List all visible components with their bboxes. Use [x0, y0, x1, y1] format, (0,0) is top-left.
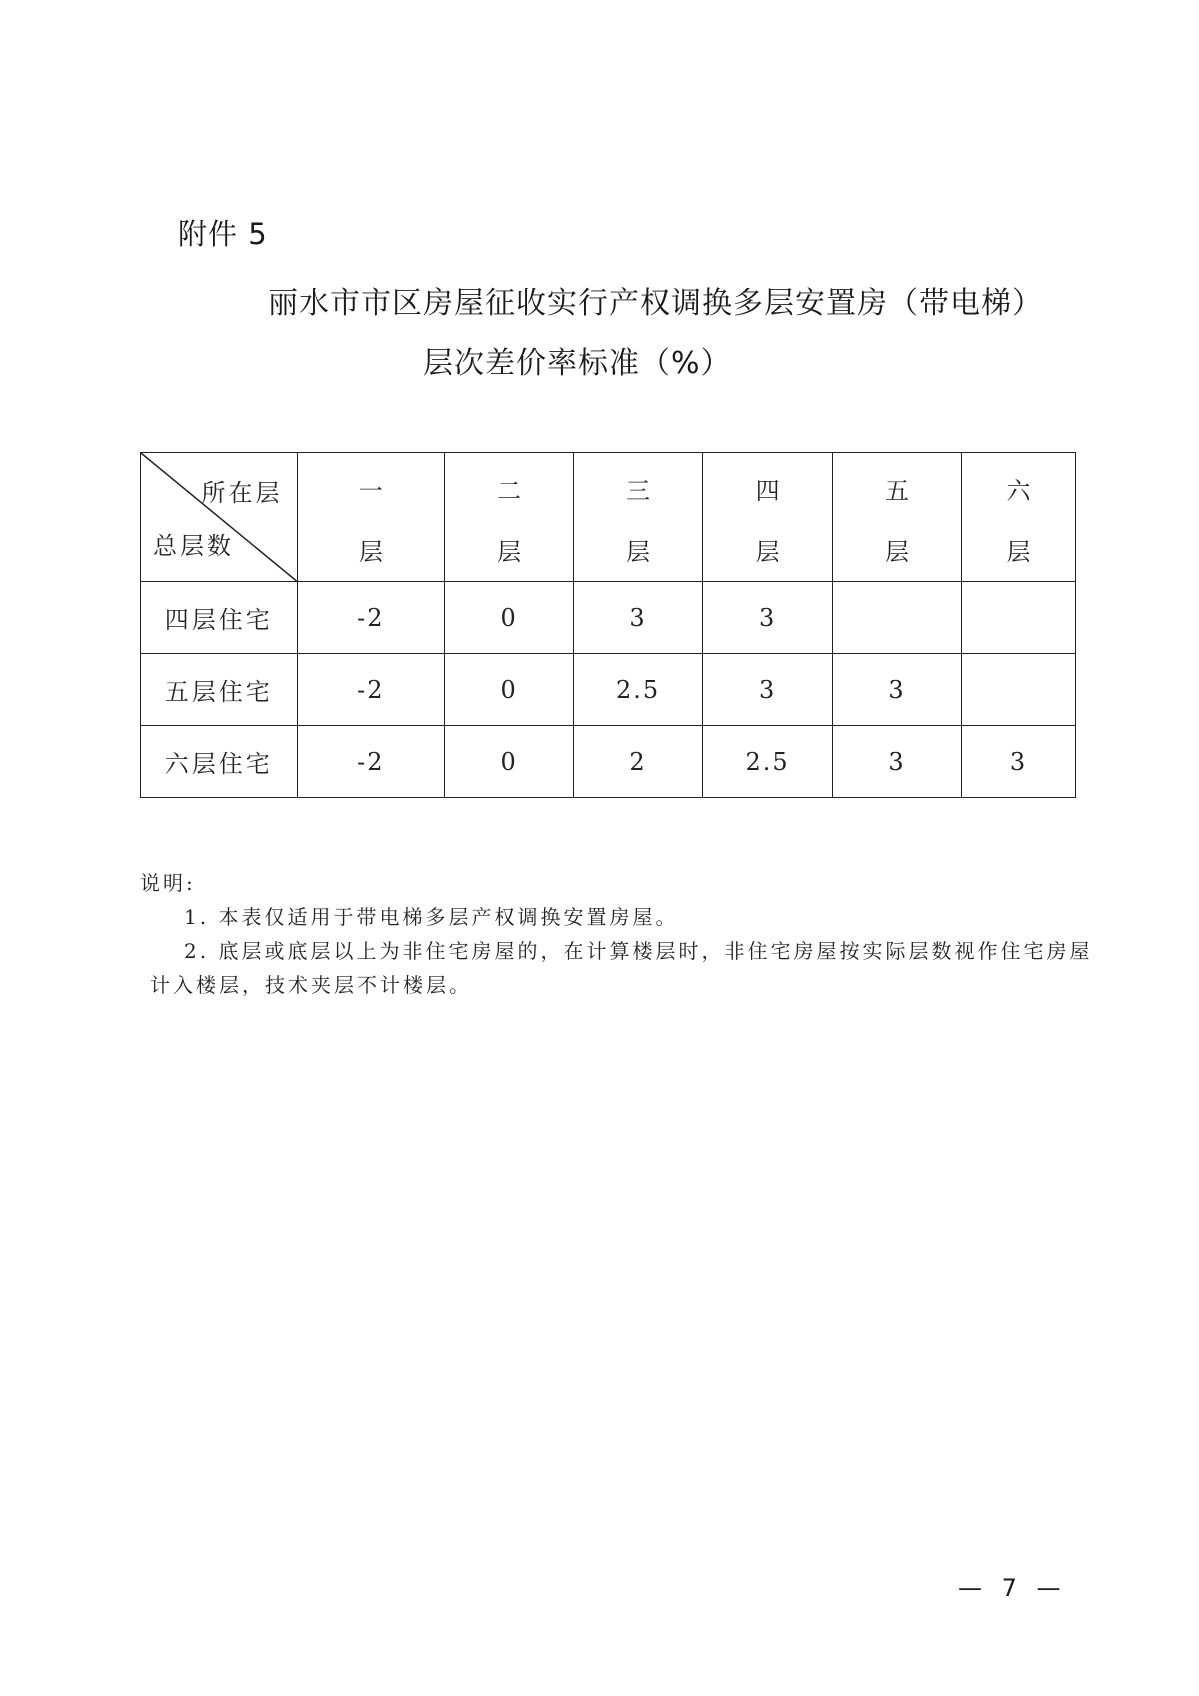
annex-label: 附件 5 [178, 217, 268, 251]
floor-header-number: 二 [497, 477, 522, 505]
table-corner-cell [141, 453, 298, 582]
rate-cell: 0 [445, 726, 574, 798]
row-label: 五层住宅 [141, 654, 298, 726]
page-number: — 7 — [958, 1574, 1067, 1602]
floor-header-unit: 层 [497, 538, 522, 566]
table-row-four-storey [141, 582, 1076, 654]
corner-label-total-floors: 总层数 [153, 532, 234, 560]
notes-heading: 说明: [140, 871, 196, 895]
rate-cell [961, 654, 1075, 726]
rate-cell: 3 [703, 654, 833, 726]
floor-header-unit: 层 [755, 538, 780, 566]
notes-section [140, 866, 1140, 1002]
floor-header-6 [961, 453, 1075, 582]
rate-cell: 3 [833, 726, 962, 798]
floor-header-number: 四 [755, 477, 780, 505]
corner-label-floor: 所在层 [201, 479, 283, 507]
floor-header-unit: 层 [626, 538, 651, 566]
floor-header-unit: 层 [358, 538, 383, 566]
floor-header-number: 六 [1006, 477, 1031, 505]
note-item-2: 2. 底层或底层以上为非住宅房屋的，在计算楼层时，非住宅房屋按实际层数视作住宅房屋 [184, 939, 1093, 963]
rate-cell: 0 [445, 654, 574, 726]
rate-cell [833, 582, 962, 654]
rate-cell: 2.5 [574, 654, 703, 726]
row-label: 六层住宅 [141, 726, 298, 798]
floor-header-number: 五 [885, 477, 910, 505]
rate-cell: 3 [961, 726, 1075, 798]
floor-header-unit: 层 [885, 538, 910, 566]
floor-header-number: 三 [626, 477, 651, 505]
rate-cell: 0 [445, 582, 574, 654]
rate-cell: 2.5 [703, 726, 833, 798]
table-row-five-storey [141, 654, 1076, 726]
rate-cell: 3 [703, 582, 833, 654]
table-row-six-storey [141, 726, 1076, 798]
floor-header-unit: 层 [1006, 538, 1031, 566]
rate-cell: -2 [297, 654, 445, 726]
note-item-1: 1. 本表仅适用于带电梯多层产权调换安置房屋。 [184, 905, 679, 929]
rate-cell [961, 582, 1075, 654]
rate-cell: -2 [297, 726, 445, 798]
rate-cell: 3 [574, 582, 703, 654]
floor-header-4 [703, 453, 833, 582]
table-header-row [141, 453, 1076, 582]
note-item-2-continuation: 计入楼层，技术夹层不计楼层。 [150, 973, 472, 997]
floor-header-5 [833, 453, 962, 582]
rate-cell: -2 [297, 582, 445, 654]
document-title-line-2: 层次差价率标准（%） [423, 346, 732, 381]
floor-rate-table [140, 452, 1076, 798]
document-title-line-1: 丽水市市区房屋征收实行产权调换多层安置房（带电梯） [268, 286, 1043, 321]
row-label: 四层住宅 [141, 582, 298, 654]
floor-header-number: 一 [358, 477, 383, 505]
floor-header-1 [297, 453, 445, 582]
floor-header-3 [574, 453, 703, 582]
rate-cell: 2 [574, 726, 703, 798]
rate-cell: 3 [833, 654, 962, 726]
floor-header-2 [445, 453, 574, 582]
